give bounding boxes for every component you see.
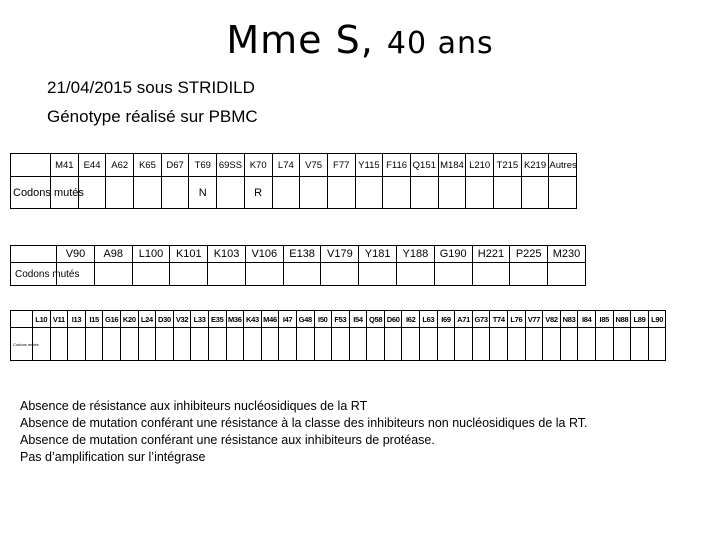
codon-value [383, 177, 411, 209]
table-row [11, 263, 586, 286]
codon-value [170, 263, 208, 286]
codon-header: I13 [68, 311, 86, 328]
codon-value [490, 328, 508, 361]
codon-header: M46 [261, 311, 279, 328]
codon-value [349, 328, 367, 361]
codon-value [132, 263, 170, 286]
codon-value [156, 328, 174, 361]
codon-value [279, 328, 297, 361]
codon-header: 69SS [217, 154, 245, 177]
note-protease: Absence de mutation conférant une résistance aux inhibiteurs de protéase. [20, 433, 435, 447]
codon-header: L74 [272, 154, 300, 177]
codon-header: I69 [437, 311, 455, 328]
codon-value [578, 328, 596, 361]
codon-value [631, 328, 649, 361]
table-row [11, 328, 666, 361]
codon-value [359, 263, 397, 286]
codon-value [332, 328, 350, 361]
codon-header: V106 [245, 246, 283, 263]
codon-value [300, 177, 328, 209]
codon-header: K43 [244, 311, 262, 328]
codon-header: M41 [51, 154, 79, 177]
table-header-row [11, 154, 577, 177]
codon-header: V179 [321, 246, 359, 263]
codon-header: A71 [455, 311, 473, 328]
table-corner-cell [11, 311, 33, 328]
codon-header: P225 [510, 246, 548, 263]
codon-value [548, 263, 586, 286]
codon-header: T69 [189, 154, 217, 177]
codon-value [283, 263, 321, 286]
codon-header: I47 [279, 311, 297, 328]
codon-header: L89 [631, 311, 649, 328]
codon-value [272, 177, 300, 209]
codon-value: R [244, 177, 272, 209]
codon-value [355, 177, 383, 209]
table-header-row [11, 246, 586, 263]
table-header-row [11, 311, 666, 328]
codon-header: L100 [132, 246, 170, 263]
codon-header: G16 [103, 311, 121, 328]
rt-nrti-table [10, 153, 577, 209]
codon-value [191, 328, 209, 361]
row-label: Codons mutés [11, 328, 33, 361]
codon-value [402, 328, 420, 361]
codon-header: V77 [525, 311, 543, 328]
codon-header: F53 [332, 311, 350, 328]
codon-header: G48 [296, 311, 314, 328]
table-row [11, 177, 577, 209]
codon-value [296, 328, 314, 361]
note-integrase: Pas d’amplification sur l’intégrase [20, 450, 206, 464]
codon-header: N88 [613, 311, 631, 328]
codon-value [50, 328, 68, 361]
codon-value [434, 263, 472, 286]
codon-value [437, 328, 455, 361]
codon-header: L210 [466, 154, 494, 177]
codon-value [68, 328, 86, 361]
codon-value [543, 328, 561, 361]
codon-value [327, 177, 355, 209]
codon-header: M230 [548, 246, 586, 263]
genotype-source-line: Génotype réalisé sur PBMC [47, 107, 258, 126]
codon-header: V32 [173, 311, 191, 328]
codon-value [455, 328, 473, 361]
patient-name: Mme S, [226, 18, 374, 62]
codon-header: L76 [508, 311, 526, 328]
codon-value [103, 328, 121, 361]
codon-header: K219 [521, 154, 549, 177]
codon-header: N83 [560, 311, 578, 328]
codon-value [161, 177, 189, 209]
codon-value [397, 263, 435, 286]
codon-value [314, 328, 332, 361]
codon-header: T215 [494, 154, 522, 177]
patient-age: 40 ans [386, 26, 494, 61]
codon-value [508, 328, 526, 361]
codon-value [384, 328, 402, 361]
codon-value [173, 328, 191, 361]
codon-header: K103 [208, 246, 246, 263]
codon-header: M184 [438, 154, 466, 177]
codon-value [472, 328, 490, 361]
row-label: Codons mutés [11, 177, 51, 209]
codon-value [438, 177, 466, 209]
codon-header: K65 [134, 154, 162, 177]
codon-header: K70 [244, 154, 272, 177]
codon-header: D67 [161, 154, 189, 177]
codon-header: V75 [300, 154, 328, 177]
codon-value [261, 328, 279, 361]
codon-value [410, 177, 438, 209]
codon-header: Y181 [359, 246, 397, 263]
protease-table [10, 310, 666, 361]
codon-header: E35 [208, 311, 226, 328]
codon-header: V90 [57, 246, 95, 263]
codon-header: G190 [434, 246, 472, 263]
codon-value [85, 328, 103, 361]
codon-header: Y115 [355, 154, 383, 177]
codon-header: E44 [78, 154, 106, 177]
codon-value [106, 177, 134, 209]
page-title [0, 18, 720, 62]
codon-value [510, 263, 548, 286]
codon-header: Q58 [367, 311, 385, 328]
codon-value [648, 328, 666, 361]
codon-header: Y188 [397, 246, 435, 263]
codon-value [208, 328, 226, 361]
codon-header: A98 [94, 246, 132, 263]
codon-value [367, 328, 385, 361]
codon-header: T74 [490, 311, 508, 328]
table-corner-cell [11, 154, 51, 177]
codon-value [134, 177, 162, 209]
codon-header: I15 [85, 311, 103, 328]
codon-header: H221 [472, 246, 510, 263]
note-nnrti: Absence de mutation conférant une résistance à la classe des inhibiteurs non nucléosidiques de la RT. [20, 416, 588, 430]
codon-value [521, 177, 549, 209]
codon-header: I85 [596, 311, 614, 328]
codon-header: F116 [383, 154, 411, 177]
codon-value [549, 177, 577, 209]
rt-nnrti-table [10, 245, 586, 286]
codon-value [208, 263, 246, 286]
codon-value: N [189, 177, 217, 209]
codon-value [472, 263, 510, 286]
codon-value [560, 328, 578, 361]
codon-value [494, 177, 522, 209]
codon-header: K20 [120, 311, 138, 328]
table-corner-cell [11, 246, 57, 263]
interpretation-notes [20, 398, 587, 466]
codon-header: I54 [349, 311, 367, 328]
codon-value [466, 177, 494, 209]
codon-header: V11 [50, 311, 68, 328]
codon-header: L63 [420, 311, 438, 328]
codon-header: I84 [578, 311, 596, 328]
codon-value [120, 328, 138, 361]
codon-header: L10 [33, 311, 51, 328]
codon-header: I50 [314, 311, 332, 328]
codon-value [244, 328, 262, 361]
codon-header: L33 [191, 311, 209, 328]
codon-header: Autres [549, 154, 577, 177]
codon-value [525, 328, 543, 361]
codon-header: Q151 [410, 154, 438, 177]
codon-header: I62 [402, 311, 420, 328]
date-treatment-line: 21/04/2015 sous STRIDILD [47, 78, 255, 97]
codon-value [217, 177, 245, 209]
note-nrti: Absence de résistance aux inhibiteurs nucléosidiques de la RT [20, 399, 368, 413]
codon-value [138, 328, 156, 361]
codon-value [420, 328, 438, 361]
codon-header: L24 [138, 311, 156, 328]
codon-header: G73 [472, 311, 490, 328]
codon-value [94, 263, 132, 286]
codon-header: M36 [226, 311, 244, 328]
codon-value [245, 263, 283, 286]
codon-header: A62 [106, 154, 134, 177]
codon-value [226, 328, 244, 361]
codon-header: F77 [327, 154, 355, 177]
codon-header: E138 [283, 246, 321, 263]
codon-value [321, 263, 359, 286]
codon-header: K101 [170, 246, 208, 263]
codon-value [596, 328, 614, 361]
codon-header: D30 [156, 311, 174, 328]
codon-header: V82 [543, 311, 561, 328]
codon-header: L90 [648, 311, 666, 328]
row-label: Codons mutés [11, 263, 57, 286]
codon-header: D60 [384, 311, 402, 328]
codon-value [613, 328, 631, 361]
